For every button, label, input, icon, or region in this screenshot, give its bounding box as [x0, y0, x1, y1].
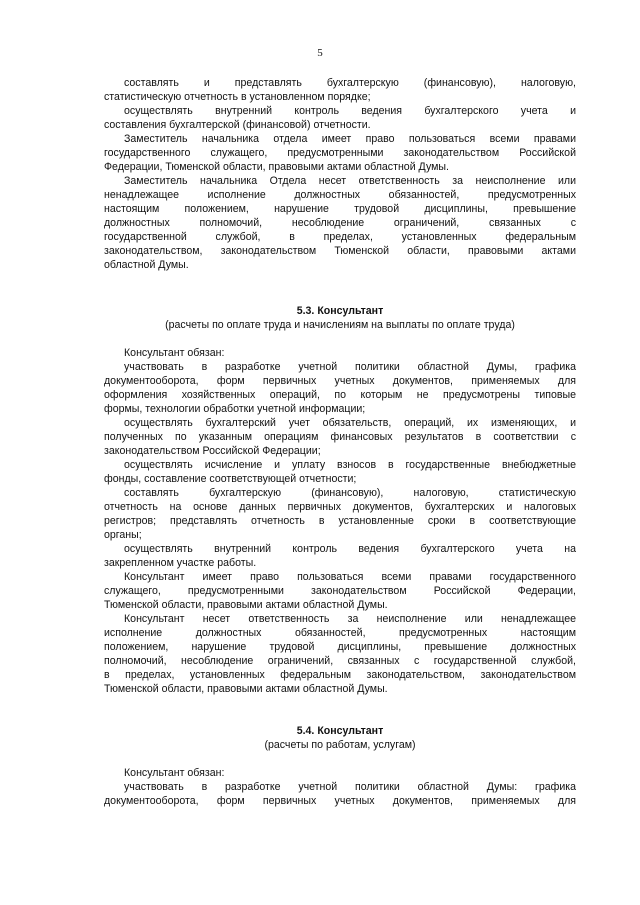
page-number: 5 — [317, 47, 323, 59]
text-line: должностных полномочий, несоблюдение ограничений, связанных с — [104, 217, 576, 229]
text-line: законодательством, законодательством Тюменской области, правовыми актами — [104, 245, 576, 257]
text-line: полномочий, несоблюдение ограничений, связанных с государственной службой, — [104, 655, 576, 667]
text-line: настоящим положением, нарушение трудовой дисциплины, превышение — [104, 203, 576, 215]
text-line: Тюменской области, правовыми актами областной Думы. — [104, 599, 388, 611]
text-line: фонды, составление соответствующей отчетности; — [104, 473, 357, 485]
text-line: отчетность на основе данных первичных документов, бухгалтерских и налоговых — [104, 501, 576, 513]
text-line: областной Думы. — [104, 259, 189, 271]
text-line: служащего, предусмотренными законодательством Российской Федерации, — [104, 585, 576, 597]
text-line: осуществлять внутренний контроль ведения бухгалтерского учета и — [124, 105, 576, 117]
section-5-3-title: 5.3. Консультант — [296, 305, 384, 317]
text-line: составления бухгалтерской (финансовой) отчетности. — [104, 119, 371, 131]
text-line: закрепленном участке работы. — [104, 557, 257, 569]
text-line: ненадлежащее исполнение должностных обязанностей, предусмотренных — [104, 189, 576, 201]
text-line: Федерации, Тюменской области, правовыми актами областной Думы. — [104, 161, 449, 173]
text-line: составлять и представлять бухгалтерскую (финансовую), налоговую, — [124, 77, 576, 89]
text-line: Тюменской области, правовыми актами областной Думы. — [104, 683, 388, 695]
text-line: регистров; представлять отчетность в установленные сроки в соответствующие — [104, 515, 576, 527]
text-line: оформления хозяйственных операций, по которым не предусмотрены типовые — [104, 389, 576, 401]
text-line: документооборота, форм первичных учетных документов, применяемых для — [104, 375, 576, 387]
text-line: Заместитель начальника отдела имеет право пользоваться всеми правами — [124, 133, 576, 145]
text-block-consultant-5-3 — [104, 346, 576, 696]
text-line: Консультант имеет право пользоваться всеми правами государственного — [124, 571, 576, 583]
text-line: исполнение должностных обязанностей, предусмотренных настоящим — [104, 627, 576, 639]
text-line: в пределах, установленных федеральным законодательством, законодательством — [104, 669, 576, 681]
text-line: Консультант несет ответственность за неисполнение или ненадлежащее — [124, 613, 576, 625]
text-line: органы; — [104, 529, 142, 541]
text-line: Заместитель начальника Отдела несет ответственность за неисполнение или — [124, 175, 576, 187]
text-line: государственной службой, в пределах, установленных федеральным — [104, 231, 576, 243]
text-line: законодательством Российской Федерации; — [104, 445, 321, 457]
text-line: статистическую отчетность в установленном порядке; — [104, 91, 371, 103]
text-line: Консультант обязан: — [124, 767, 225, 779]
text-block-consultant-5-4 — [104, 766, 576, 808]
text-line: Консультант обязан: — [124, 347, 225, 359]
text-line: осуществлять исчисление и уплату взносов в государственные внебюджетные — [124, 459, 576, 471]
text-line: полученных по указанным операциям финансовых результатов в соответствии с — [104, 431, 576, 443]
text-line: участвовать в разработке учетной политики областной Думы: графика — [124, 781, 576, 793]
text-line: составлять бухгалтерскую (финансовую), налоговую, статистическую — [124, 487, 576, 499]
section-5-3-subtitle: (расчеты по оплате труда и начислениям на выплаты по оплате труда) — [165, 319, 515, 331]
text-line: формы, технологии обработки учетной информации; — [104, 403, 366, 415]
text-line: осуществлять внутренний контроль ведения бухгалтерского учета на — [124, 543, 576, 555]
text-line: государственного служащего, предусмотренными законодательством Российской — [104, 147, 576, 159]
text-line: участвовать в разработке учетной политики областной Думы, графика — [124, 361, 576, 373]
text-line: документооборота, форм первичных учетных документов, применяемых для — [104, 795, 576, 807]
section-5-4-subtitle: (расчеты по работам, услугам) — [264, 739, 416, 751]
text-line: положением, нарушение трудовой дисциплины, превышение должностных — [104, 641, 576, 653]
text-block-deputy-head — [104, 76, 576, 272]
text-line: осуществлять бухгалтерский учет обязательств, операций, их изменяющих, и — [124, 417, 576, 429]
section-5-4-title: 5.4. Консультант — [296, 725, 384, 737]
